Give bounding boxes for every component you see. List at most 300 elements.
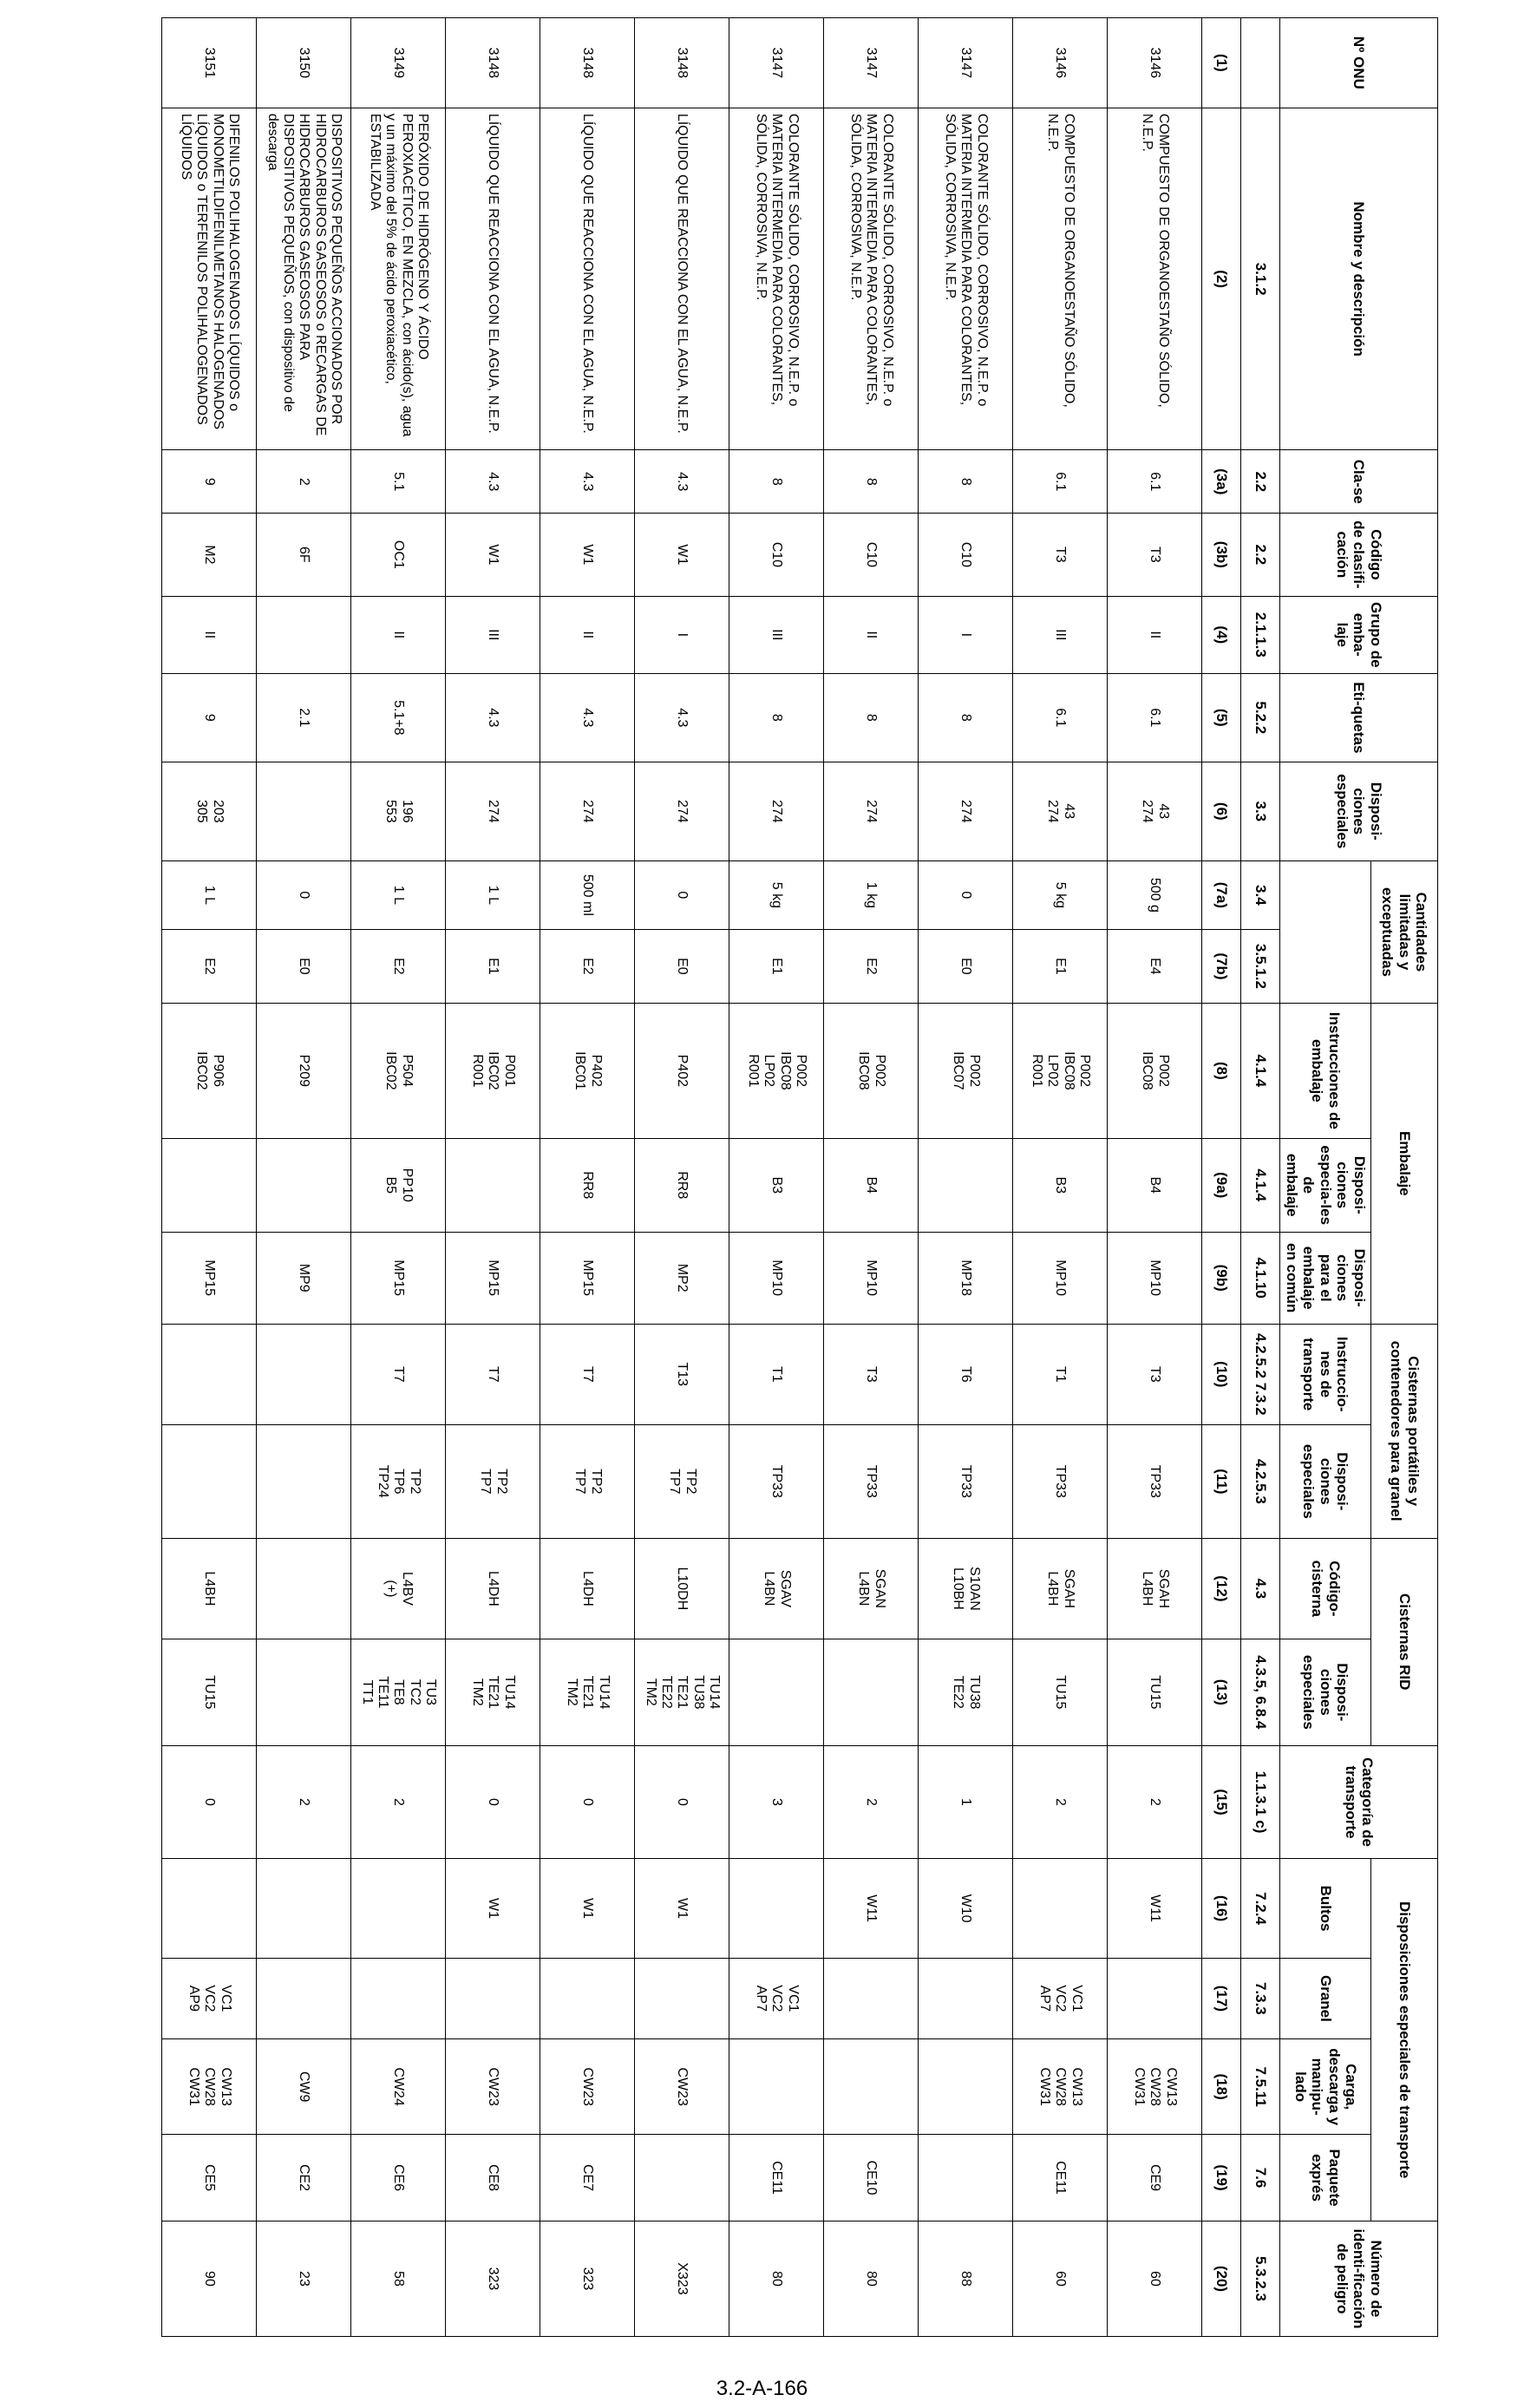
table-cell: 2 [257, 450, 351, 514]
table-cell: CW13 CW28 CW31 [1013, 2039, 1108, 2135]
table-cell: P402 [635, 1003, 729, 1138]
table-cell: 0 [540, 1745, 635, 1859]
rotated-table-wrapper [33, 17, 1438, 2337]
table-cell: CW24 [351, 2039, 446, 2135]
table-cell: C10 [919, 514, 1013, 597]
un-number-cell: 3147 [729, 18, 824, 108]
column-number-cell: (15) [1202, 1745, 1241, 1859]
header-loading: Carga, descarga y manipu-lado [1280, 2039, 1371, 2135]
reference-cell [1241, 18, 1280, 108]
table-cell [729, 1859, 824, 1958]
table-cell: E2 [351, 929, 446, 1003]
column-number-cell: (9b) [1202, 1232, 1241, 1324]
table-cell: C10 [824, 514, 919, 597]
table-cell: II [540, 596, 635, 673]
table-cell: T3 [1108, 1324, 1202, 1424]
table-cell: E2 [824, 929, 919, 1003]
header-transport-category: Categoría de transporte [1280, 1745, 1438, 1859]
table-cell: MP15 [446, 1232, 540, 1324]
column-number-cell: (18) [1202, 2039, 1241, 2135]
reference-cell: 1.1.3.1 c) [1241, 1745, 1280, 1859]
table-cell: II [351, 596, 446, 673]
table-cell: 4.3 [540, 450, 635, 514]
header-mixed-packing: Disposi-ciones para el embalaje en común [1280, 1232, 1371, 1324]
table-cell: 0 [257, 860, 351, 929]
table-cell [257, 762, 351, 860]
table-cell: MP9 [257, 1232, 351, 1324]
substance-name-cell: COLORANTE SÓLIDO, CORROSIVO, N.E.P. o MATERIA INTERMEDIA PARA COLORANTES, SÓLIDA, CORROSIVA, N.E.P. [919, 108, 1013, 450]
table-cell: 43 274 [1013, 762, 1108, 860]
table-cell [729, 1639, 824, 1746]
table-cell: CW23 [446, 2039, 540, 2135]
table-row [351, 18, 446, 2337]
column-number-cell: (9a) [1202, 1138, 1241, 1232]
table-cell: E0 [257, 929, 351, 1003]
table-cell: 274 [540, 762, 635, 860]
column-number-cell: (11) [1202, 1424, 1241, 1538]
substance-name-cell: COMPUESTO DE ORGANOESTAÑO SÓLIDO, N.E.P. [1013, 108, 1108, 450]
table-cell: 6.1 [1013, 450, 1108, 514]
table-cell: SGAV L4BN [729, 1538, 824, 1639]
table-cell: I [919, 596, 1013, 673]
un-number-cell: 3150 [257, 18, 351, 108]
table-cell: 274 [729, 762, 824, 860]
table-cell: CE2 [257, 2135, 351, 2222]
table-cell: 8 [729, 673, 824, 762]
table-row [729, 18, 824, 2337]
table-cell: 196 553 [351, 762, 446, 860]
table-cell: 1 L [162, 860, 257, 929]
table-cell: 8 [919, 450, 1013, 514]
table-row [1108, 18, 1202, 2337]
table-cell: CE5 [162, 2135, 257, 2222]
table-cell: 1 L [351, 860, 446, 929]
table-cell: CW23 [635, 2039, 729, 2135]
table-cell: 5.1+8 [351, 673, 446, 762]
table-cell: P002 IBC08 LP02 R001 [729, 1003, 824, 1138]
table-cell: MP10 [1108, 1232, 1202, 1324]
table-cell [257, 1538, 351, 1639]
table-cell: W1 [446, 514, 540, 597]
table-cell: 0 [446, 1745, 540, 1859]
table-cell: 2 [257, 1745, 351, 1859]
table-row [1013, 18, 1108, 2337]
table-cell [257, 1324, 351, 1424]
dangerous-goods-table [161, 17, 1438, 2337]
table-cell [729, 2039, 824, 2135]
reference-cell: 4.2.5.2 7.3.2 [1241, 1324, 1280, 1424]
table-cell: SGAN L4BN [824, 1538, 919, 1639]
column-number-cell: (10) [1202, 1324, 1241, 1424]
table-cell [257, 1859, 351, 1958]
header-rid-code: Código-cisterna [1280, 1538, 1371, 1639]
header-un-no: Nº ONU [1280, 18, 1438, 108]
table-cell: B3 [1013, 1138, 1108, 1232]
header-packages: Bultos [1280, 1859, 1371, 1958]
un-number-cell: 3146 [1013, 18, 1108, 108]
header-hazard-id: Número de identi-ficación de peligro [1280, 2221, 1438, 2336]
table-cell [1013, 1859, 1108, 1958]
table-cell: 274 [919, 762, 1013, 860]
reference-cell: 2.1.1.3 [1241, 596, 1280, 673]
table-cell: CW23 [540, 2039, 635, 2135]
table-cell: E0 [919, 929, 1013, 1003]
header-tank-special: Disposi-ciones especiales [1280, 1424, 1371, 1538]
table-cell: B4 [824, 1138, 919, 1232]
table-cell: CW13 CW28 CW31 [1108, 2039, 1202, 2135]
table-cell: II [824, 596, 919, 673]
column-number-cell: (13) [1202, 1639, 1241, 1746]
un-number-cell: 3149 [351, 18, 446, 108]
table-cell: TP33 [824, 1424, 919, 1538]
table-cell: OC1 [351, 514, 446, 597]
table-cell: C10 [729, 514, 824, 597]
table-cell: P001 IBC02 R001 [446, 1003, 540, 1138]
table-cell: T6 [919, 1324, 1013, 1424]
header-bulk: Granel [1280, 1958, 1371, 2038]
table-cell: SGAH L4BH [1013, 1538, 1108, 1639]
page-footer: 3.2-A-166 [716, 2377, 808, 2400]
reference-cell: 2.2 [1241, 450, 1280, 514]
table-cell: 2 [824, 1745, 919, 1859]
table-cell [824, 1958, 919, 2038]
table-cell: SGAH L4BH [1108, 1538, 1202, 1639]
table-cell: T1 [729, 1324, 824, 1424]
substance-name-cell: LÍQUIDO QUE REACCIONA CON EL AGUA, N.E.P. [540, 108, 635, 450]
table-cell [257, 1138, 351, 1232]
header-limited-quantities: Cantidades limitadas y exceptuadas [1371, 860, 1438, 1003]
column-number-cell: (8) [1202, 1003, 1241, 1138]
table-cell: 8 [824, 673, 919, 762]
table-row [635, 18, 729, 2337]
table-cell: L4BV (+) [351, 1538, 446, 1639]
un-number-cell: 3151 [162, 18, 257, 108]
table-cell: S10AN L10BH [919, 1538, 1013, 1639]
table-cell [446, 1958, 540, 2038]
table-cell: P402 IBC01 [540, 1003, 635, 1138]
header-class-code: Código de clasifi-cación [1280, 514, 1438, 597]
table-cell: TU14 TE21 TM2 [446, 1639, 540, 1746]
table-cell: TP2 TP7 [635, 1424, 729, 1538]
table-cell: MP15 [540, 1232, 635, 1324]
table-cell: P504 IBC02 [351, 1003, 446, 1138]
table-cell [635, 2135, 729, 2222]
reference-cell: 5.2.2 [1241, 673, 1280, 762]
table-cell: MP15 [351, 1232, 446, 1324]
table-cell: 8 [824, 450, 919, 514]
column-number-cell: (12) [1202, 1538, 1241, 1639]
table-cell: II [162, 596, 257, 673]
column-number-cell: (16) [1202, 1859, 1241, 1958]
column-number-cell: (1) [1202, 18, 1241, 108]
table-cell [635, 1958, 729, 2038]
table-cell: 0 [919, 860, 1013, 929]
table-cell: 5.1 [351, 450, 446, 514]
table-cell: 1 [919, 1745, 1013, 1859]
table-cell: 5 kg [1013, 860, 1108, 929]
table-cell [351, 1859, 446, 1958]
table-cell: 2 [351, 1745, 446, 1859]
table-cell: 5 kg [729, 860, 824, 929]
un-number-cell: 3148 [540, 18, 635, 108]
table-cell: CE6 [351, 2135, 446, 2222]
column-number-cell: (19) [1202, 2135, 1241, 2222]
reference-cell: 7.3.3 [1241, 1958, 1280, 2038]
table-cell: CE11 [1013, 2135, 1108, 2222]
table-cell [351, 1958, 446, 2038]
table-cell: RR8 [540, 1138, 635, 1232]
table-cell: VC1 VC2 AP9 [162, 1958, 257, 2038]
table-cell: B4 [1108, 1138, 1202, 1232]
table-cell: CE7 [540, 2135, 635, 2222]
column-number-cell: (3b) [1202, 514, 1241, 597]
table-cell: T3 [1013, 514, 1108, 597]
table-cell: 323 [540, 2221, 635, 2336]
table-cell: 60 [1013, 2221, 1108, 2336]
table-body [162, 18, 1202, 2337]
header-express: Paquete exprés [1280, 2135, 1371, 2222]
table-cell: T3 [1108, 514, 1202, 597]
table-cell: III [446, 596, 540, 673]
header-packing-instructions: Instrucciones de embalaje [1280, 1003, 1371, 1138]
table-cell: 323 [446, 2221, 540, 2336]
reference-cell: 2.2 [1241, 514, 1280, 597]
table-cell: 203 305 [162, 762, 257, 860]
header-tank-instructions: Instruccio-nes de transporte [1280, 1324, 1371, 1424]
table-cell: TP2 TP6 TP24 [351, 1424, 446, 1538]
table-cell: P209 [257, 1003, 351, 1138]
reference-cell: 3.5.1.2 [1241, 929, 1280, 1003]
table-cell: TU15 [162, 1639, 257, 1746]
header-portable-tanks: Cisternas portátiles y contenedores para granel [1371, 1324, 1438, 1538]
reference-cell: 7.5.11 [1241, 2039, 1280, 2135]
column-number-cell: (20) [1202, 2221, 1241, 2336]
table-cell: CW13 CW28 CW31 [162, 2039, 257, 2135]
table-cell: 2 [1013, 1745, 1108, 1859]
table-cell: II [1108, 596, 1202, 673]
table-cell: TU14 TE21 TM2 [540, 1639, 635, 1746]
table-cell: 8 [919, 673, 1013, 762]
table-cell: L4BH [162, 1538, 257, 1639]
table-cell: TP33 [1108, 1424, 1202, 1538]
table-row [162, 18, 257, 2337]
table-cell: W1 [446, 1859, 540, 1958]
table-cell: L10DH [635, 1538, 729, 1639]
reference-cell: 7.2.4 [1241, 1859, 1280, 1958]
un-number-cell: 3146 [1108, 18, 1202, 108]
table-cell [824, 1639, 919, 1746]
table-cell: 6.1 [1013, 673, 1108, 762]
un-number-cell: 3147 [919, 18, 1013, 108]
table-cell: TP33 [1013, 1424, 1108, 1538]
table-cell [919, 1958, 1013, 2038]
table-cell [257, 1639, 351, 1746]
column-number-cell: (5) [1202, 673, 1241, 762]
reference-cell: 4.1.10 [1241, 1232, 1280, 1324]
table-cell: M2 [162, 514, 257, 597]
table-cell: 3 [729, 1745, 824, 1859]
table-cell [824, 2039, 919, 2135]
table-cell: VC1 VC2 AP7 [1013, 1958, 1108, 2038]
reference-cell: 3.1.2 [1241, 108, 1280, 450]
table-cell: 500 ml [540, 860, 635, 929]
table-cell: P002 IBC07 [919, 1003, 1013, 1138]
reference-cell: 4.3.5, 6.8.4 [1241, 1639, 1280, 1746]
table-cell: 1 L [446, 860, 540, 929]
table-cell: VC1 VC2 AP7 [729, 1958, 824, 2038]
table-cell: T13 [635, 1324, 729, 1424]
table-cell: 4.3 [635, 673, 729, 762]
substance-name-cell: LÍQUIDO QUE REACCIONA CON EL AGUA, N.E.P. [446, 108, 540, 450]
table-cell: 6F [257, 514, 351, 597]
substance-name-cell: DIFENILOS POLIHALOGENADOS LÍQUIDOS o MONOMETILDIFENILMETANOS HALOGENADOS LÍQUIDOS o TERFENILOS POLIHALOGENADOS LÍQUIDOS [162, 108, 257, 450]
un-number-cell: 3148 [635, 18, 729, 108]
table-cell: CE8 [446, 2135, 540, 2222]
table-cell: P002 IBC08 [824, 1003, 919, 1138]
header-rid-tanks: Cisternas RID [1371, 1538, 1438, 1745]
table-cell: 9 [162, 450, 257, 514]
substance-name-cell: COLORANTE SÓLIDO, CORROSIVO, N.E.P. o MATERIA INTERMEDIA PARA COLORANTES, SÓLIDA, CORROSIVA, N.E.P. [824, 108, 919, 450]
table-cell [162, 1859, 257, 1958]
table-cell [446, 1138, 540, 1232]
table-cell: TP33 [919, 1424, 1013, 1538]
table-cell: W11 [824, 1859, 919, 1958]
table-cell: III [729, 596, 824, 673]
table-cell: TP33 [729, 1424, 824, 1538]
table-cell: 60 [1108, 2221, 1202, 2336]
table-cell: MP2 [635, 1232, 729, 1324]
table-cell: P002 IBC08 LP02 R001 [1013, 1003, 1108, 1138]
table-cell: TU14 TU38 TE21 TE22 TM2 [635, 1639, 729, 1746]
table-row [446, 18, 540, 2337]
table-cell [162, 1324, 257, 1424]
table-cell: 0 [635, 860, 729, 929]
header-packing-special: Disposi-ciones especia-les de embalaje [1280, 1138, 1371, 1232]
column-number-cell: (4) [1202, 596, 1241, 673]
table-cell: B3 [729, 1138, 824, 1232]
table-cell: W1 [635, 1859, 729, 1958]
table-cell: E1 [1013, 929, 1108, 1003]
reference-cell: 3.3 [1241, 762, 1280, 860]
table-cell: X323 [635, 2221, 729, 2336]
table-cell: MP10 [1013, 1232, 1108, 1324]
table-cell: 274 [446, 762, 540, 860]
table-cell: E1 [446, 929, 540, 1003]
table-cell: 90 [162, 2221, 257, 2336]
table-cell: TP2 TP7 [446, 1424, 540, 1538]
table-cell: 80 [729, 2221, 824, 2336]
header-limited-quantities-sub [1280, 860, 1371, 1003]
table-cell: I [635, 596, 729, 673]
table-cell [162, 1424, 257, 1538]
table-cell: TU38 TE22 [919, 1639, 1013, 1746]
column-number-cell: (2) [1202, 108, 1241, 450]
table-row [824, 18, 919, 2337]
table-cell: 274 [824, 762, 919, 860]
table-cell: 8 [729, 450, 824, 514]
table-cell: MP15 [162, 1232, 257, 1324]
table-cell: 6.1 [1108, 450, 1202, 514]
table-cell: 80 [824, 2221, 919, 2336]
table-cell: CW9 [257, 2039, 351, 2135]
table-cell [919, 1138, 1013, 1232]
table-cell: 500 g [1108, 860, 1202, 929]
table-cell: PP10 B5 [351, 1138, 446, 1232]
table-cell [919, 2039, 1013, 2135]
header-labels: Eti-quetas [1280, 673, 1438, 762]
table-cell: P906 IBC02 [162, 1003, 257, 1138]
table-cell: 274 [635, 762, 729, 860]
table-cell: TU3 TC2 TE8 TE11 TT1 [351, 1639, 446, 1746]
table-cell: III [1013, 596, 1108, 673]
column-number-cell: (7a) [1202, 860, 1241, 929]
table-cell: E2 [540, 929, 635, 1003]
table-cell: T1 [1013, 1324, 1108, 1424]
table-cell: E1 [729, 929, 824, 1003]
header-special-provisions: Disposi-ciones especiales [1280, 762, 1438, 860]
table-cell: 4.3 [446, 673, 540, 762]
header-special-transport: Disposiciones especiales de transporte [1371, 1859, 1438, 2221]
column-number-cell: (17) [1202, 1958, 1241, 2038]
substance-name-cell: DISPOSITIVOS PEQUEÑOS ACCIONADOS POR HIDROCARBUROS GASEOSOS o RECARGAS DE HIDROCARBUROS GASEOSOS PARA DISPOSITIVOS PEQUEÑOS, con dispositivo de descarga [257, 108, 351, 450]
table-cell: CE9 [1108, 2135, 1202, 2222]
substance-name-cell: PERÓXIDO DE HIDRÓGENO Y ÁCIDO PEROXIACÉTICO, EN MEZCLA, con ácido(s), agua y un máximo del 5% de ácido peroxiacético, ESTABILIZADA [351, 108, 446, 450]
table-cell: L4DH [446, 1538, 540, 1639]
table-cell: L4DH [540, 1538, 635, 1639]
table-cell: MP10 [824, 1232, 919, 1324]
reference-cell: 4.1.4 [1241, 1003, 1280, 1138]
substance-name-cell: COLORANTE SÓLIDO, CORROSIVO, N.E.P. o MATERIA INTERMEDIA PARA COLORANTES, SÓLIDA, CORROSIVA, N.E.P. [729, 108, 824, 450]
table-cell: CE10 [824, 2135, 919, 2222]
column-number-cell: (3a) [1202, 450, 1241, 514]
table-cell: 43 274 [1108, 762, 1202, 860]
header-class: Cla-se [1280, 450, 1438, 514]
reference-cell: 4.1.4 [1241, 1138, 1280, 1232]
table-cell: E0 [635, 929, 729, 1003]
table-cell: MP18 [919, 1232, 1013, 1324]
column-number-row [1202, 18, 1241, 2337]
table-cell [257, 1958, 351, 2038]
table-row [540, 18, 635, 2337]
table-cell: 23 [257, 2221, 351, 2336]
table-row [919, 18, 1013, 2337]
table-cell: 0 [635, 1745, 729, 1859]
table-cell: TU15 [1108, 1639, 1202, 1746]
table-cell: W10 [919, 1859, 1013, 1958]
reference-row [1241, 18, 1280, 2337]
header-name: Nombre y descripción [1280, 108, 1438, 450]
table-cell: W1 [540, 1859, 635, 1958]
table-cell: 0 [162, 1745, 257, 1859]
table-cell [162, 1138, 257, 1232]
table-cell: 88 [919, 2221, 1013, 2336]
substance-name-cell: COMPUESTO DE ORGANOESTAÑO SÓLIDO, N.E.P. [1108, 108, 1202, 450]
table-cell: 2 [1108, 1745, 1202, 1859]
reference-cell: 4.3 [1241, 1538, 1280, 1639]
table-cell: E4 [1108, 929, 1202, 1003]
header-packing-group: Grupo de emba-laje [1280, 596, 1438, 673]
table-cell: W11 [1108, 1859, 1202, 1958]
table-cell: T7 [540, 1324, 635, 1424]
un-number-cell: 3148 [446, 18, 540, 108]
rotated-table-area [33, 17, 1438, 2337]
header-rid-special: Disposi-ciones especiales [1280, 1639, 1371, 1746]
table-cell: 9 [162, 673, 257, 762]
column-number-cell: (7b) [1202, 929, 1241, 1003]
table-cell: CE11 [729, 2135, 824, 2222]
table-cell: RR8 [635, 1138, 729, 1232]
table-cell: 2.1 [257, 673, 351, 762]
